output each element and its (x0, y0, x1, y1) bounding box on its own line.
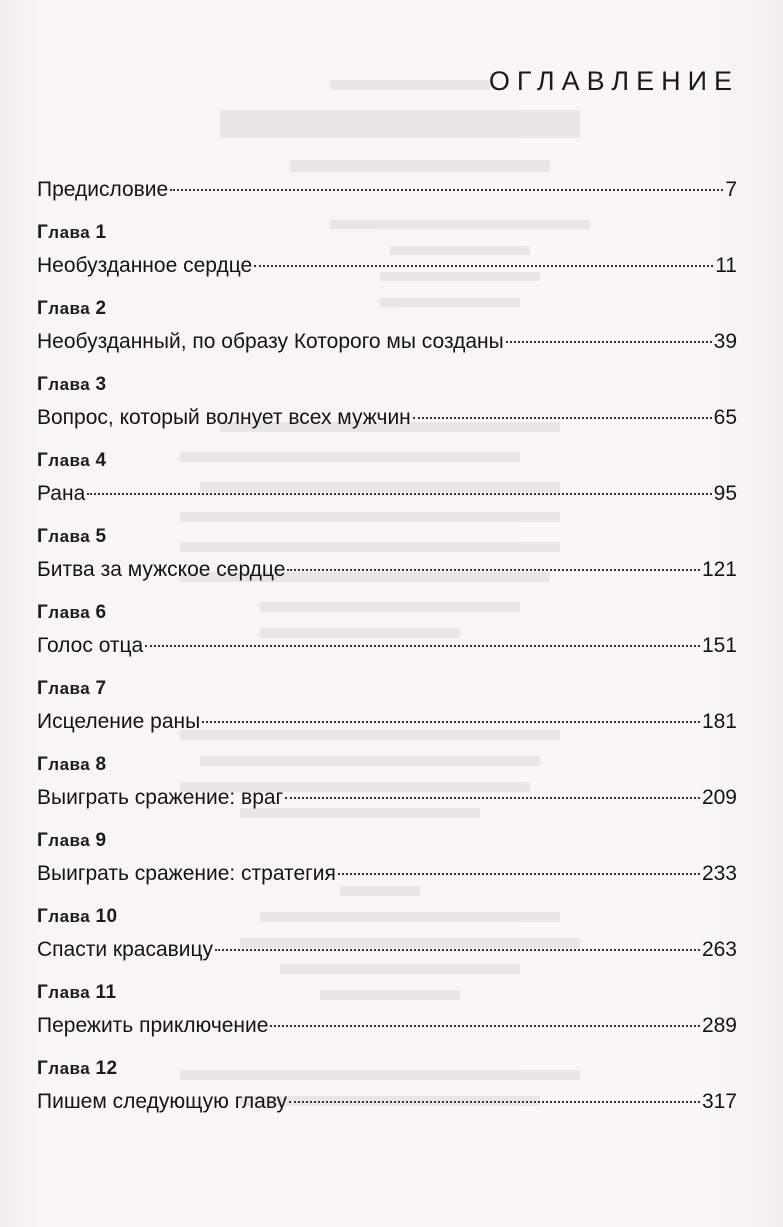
toc-entry-line (37, 170, 737, 210)
toc-entry-line (37, 1082, 737, 1122)
chapter-label (37, 904, 737, 930)
toc-entry-title: Спасти красавицу (37, 938, 214, 961)
chapter-label-rest: лава (48, 603, 91, 622)
chapter-label-initial: Г (37, 830, 49, 851)
toc-entry-page: 7 (725, 178, 737, 201)
chapter-label-rest: лава (48, 907, 91, 926)
dot-leader (215, 947, 700, 951)
chapter-label-rest: лава (48, 755, 91, 774)
toc-entry-chapter-2 (37, 296, 737, 372)
toc-entry-title: Битва за мужское сердце (37, 558, 286, 581)
dot-leader (289, 1099, 700, 1103)
toc-entry-line (37, 702, 737, 742)
toc-entry-page: 181 (701, 710, 737, 733)
chapter-label-rest: лава (48, 679, 91, 698)
toc-entry-page: 65 (713, 406, 737, 429)
chapter-label-rest: лава (48, 983, 91, 1002)
chapter-number: 5 (95, 526, 107, 547)
toc-entry-chapter-6 (37, 600, 737, 676)
chapter-label-initial: Г (37, 374, 49, 395)
chapter-label (37, 1056, 737, 1082)
chapter-number: 3 (95, 374, 107, 395)
chapter-label (37, 296, 737, 322)
toc-entry-chapter-4 (37, 448, 737, 524)
chapter-label (37, 600, 737, 626)
chapter-label-initial: Г (37, 602, 49, 623)
toc-entry-chapter-5 (37, 524, 737, 600)
toc-entry-page: 209 (701, 786, 737, 809)
toc-entry-line (37, 474, 737, 514)
chapter-label (37, 676, 737, 702)
dot-leader (254, 263, 713, 267)
chapter-label-rest: лава (48, 451, 91, 470)
chapter-number: 2 (95, 298, 107, 319)
chapter-label-initial: Г (37, 450, 49, 471)
toc-entry-page: 39 (713, 330, 737, 353)
chapter-label (37, 828, 737, 854)
chapter-label (37, 524, 737, 550)
chapter-label-initial: Г (37, 298, 49, 319)
toc-entry-line (37, 854, 737, 894)
chapter-label-initial: Г (37, 1058, 49, 1079)
dot-leader (145, 643, 700, 647)
dot-leader (170, 187, 723, 191)
toc-entry-title: Вопрос, который волнует всех мужчин (37, 406, 411, 429)
toc-entry-line (37, 1006, 737, 1046)
toc-entry-title: Голос отца (37, 634, 144, 657)
chapter-label-rest: лава (48, 299, 91, 318)
toc-entry-chapter-12 (37, 1056, 737, 1132)
toc-entry-chapter-1 (37, 220, 737, 296)
toc-entry-page: 11 (715, 254, 737, 277)
toc-entry-preface (37, 170, 737, 210)
chapter-label-initial: Г (37, 906, 49, 927)
toc-entry-page: 121 (701, 558, 737, 581)
toc-entry-chapter-11 (37, 980, 737, 1056)
toc-entry-title: Пережить приключение (37, 1014, 269, 1037)
toc-entry-line (37, 322, 737, 362)
dot-leader (506, 339, 712, 343)
toc-entry-title: Исцеление раны (37, 710, 201, 733)
toc-entry-chapter-7 (37, 676, 737, 752)
chapter-number: 9 (95, 830, 107, 851)
dot-leader (202, 719, 700, 723)
toc-entry-title: Выиграть сражение: стратегия (37, 862, 336, 885)
toc-entry-title: Необузданный, по образу Которого мы созданы (37, 330, 504, 353)
toc-entry-title: Рана (37, 482, 86, 505)
chapter-number: 7 (95, 678, 107, 699)
toc-entry-line (37, 778, 737, 818)
toc-entry-page: 233 (701, 862, 737, 885)
chapter-number: 10 (95, 906, 118, 927)
toc-entry-page: 317 (701, 1090, 737, 1113)
dot-leader (270, 1023, 700, 1027)
chapter-label-initial: Г (37, 982, 49, 1003)
chapter-label-rest: лава (48, 831, 91, 850)
chapter-label (37, 372, 737, 398)
chapter-label-rest: лава (48, 223, 91, 242)
toc-entry-line (37, 550, 737, 590)
toc-entry-line (37, 398, 737, 438)
chapter-label-initial: Г (37, 222, 49, 243)
toc-entry-line (37, 246, 737, 286)
chapter-label (37, 220, 737, 246)
toc-entry-title: Необузданное сердце (37, 254, 253, 277)
chapter-label-rest: лава (48, 1059, 91, 1078)
toc-entry-page: 263 (701, 938, 737, 961)
chapter-label (37, 980, 737, 1006)
toc-entry-title: Выиграть сражение: враг (37, 786, 284, 809)
table-of-contents (37, 170, 737, 1132)
page-title: ОГЛАВЛЕНИЕ (488, 66, 739, 96)
chapter-number: 12 (95, 1058, 118, 1079)
toc-entry-chapter-9 (37, 828, 737, 904)
toc-entry-title: Предисловие (37, 178, 169, 201)
chapter-label-rest: лава (48, 375, 91, 394)
chapter-number: 1 (95, 222, 107, 243)
toc-entry-page: 95 (713, 482, 737, 505)
dot-leader (338, 871, 700, 875)
dot-leader (413, 415, 712, 419)
toc-entry-chapter-10 (37, 904, 737, 980)
toc-entry-line (37, 626, 737, 666)
chapter-label (37, 752, 737, 778)
chapter-label-rest: лава (48, 527, 91, 546)
chapter-number: 11 (95, 982, 117, 1003)
chapter-label-initial: Г (37, 678, 49, 699)
dot-leader (87, 491, 711, 495)
chapter-label-initial: Г (37, 526, 49, 547)
chapter-number: 6 (95, 602, 107, 623)
chapter-label-initial: Г (37, 754, 49, 775)
toc-entry-page: 289 (701, 1014, 737, 1037)
toc-entry-chapter-3 (37, 372, 737, 448)
toc-entry-line (37, 930, 737, 970)
toc-entry-chapter-8 (37, 752, 737, 828)
toc-entry-title: Пишем следующую главу (37, 1090, 288, 1113)
chapter-number: 4 (95, 450, 107, 471)
chapter-number: 8 (95, 754, 107, 775)
chapter-label (37, 448, 737, 474)
chapter-list (37, 220, 737, 1132)
dot-leader (287, 567, 700, 571)
toc-entry-page: 151 (701, 634, 737, 657)
dot-leader (285, 795, 700, 799)
